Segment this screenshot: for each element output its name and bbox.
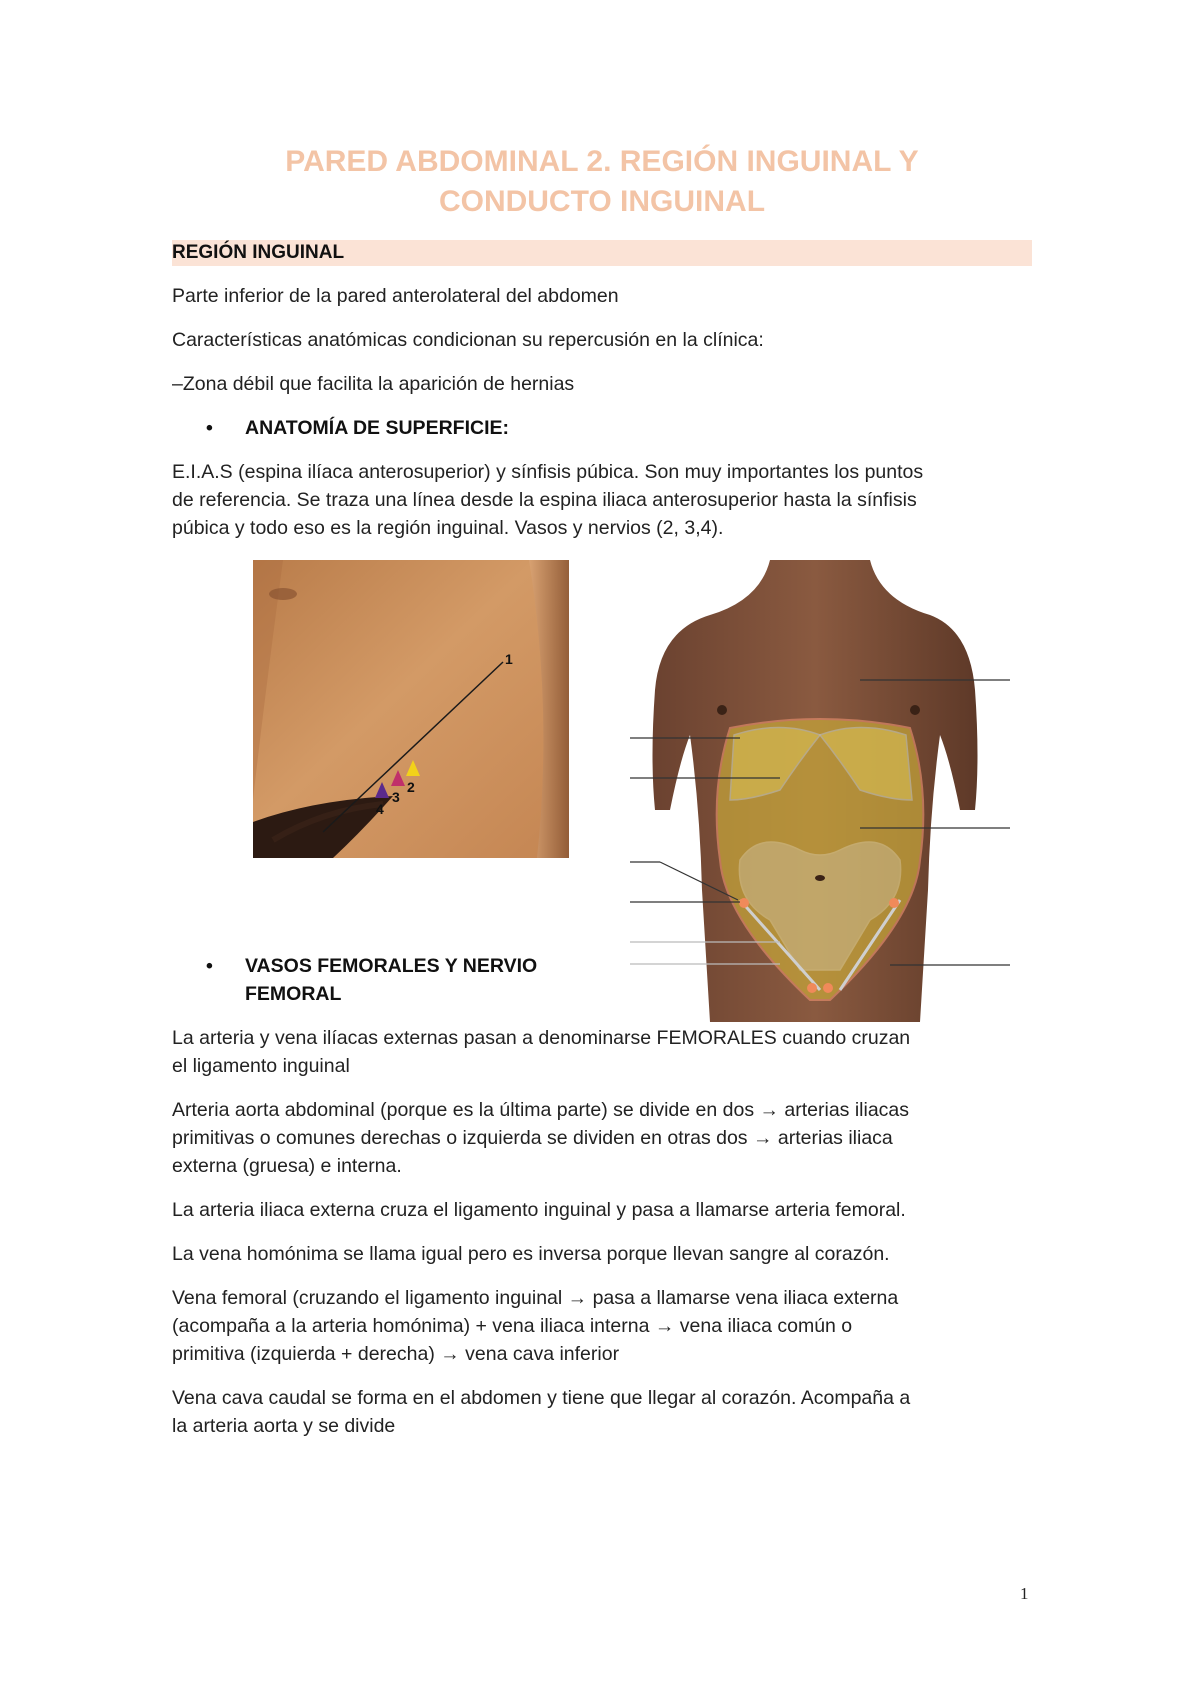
title-line-1: PARED ABDOMINAL 2. REGIÓN INGUINAL Y bbox=[285, 145, 919, 178]
paragraph-line: el ligamento inguinal bbox=[172, 1055, 350, 1077]
section-heading: REGIÓN INGUINAL bbox=[172, 240, 1032, 266]
pubic-dot-left bbox=[807, 983, 817, 993]
navel bbox=[815, 875, 825, 881]
paragraph: La arteria iliaca externa cruza el ligamento inguinal y pasa a llamarse arteria femoral. bbox=[172, 1199, 906, 1221]
label-2: 2 bbox=[407, 779, 415, 795]
paragraph: La vena homónima se llama igual pero es inversa porque llevan sangre al corazón. bbox=[172, 1243, 890, 1265]
paragraph-line: de referencia. Se traza una línea desde la espina iliaca anterosuperior hasta la sínfisis bbox=[172, 489, 917, 511]
page-title bbox=[172, 142, 1032, 222]
label-1: 1 bbox=[505, 651, 513, 667]
asis-left-dot bbox=[739, 898, 749, 908]
paragraph-line: púbica y todo eso es la región inguinal. Vasos y nervios (2, 3,4). bbox=[172, 517, 724, 539]
paragraph-line: (acompaña a la arteria homónima) + vena iliaca interna → vena iliaca común o bbox=[172, 1315, 853, 1337]
label-3: 3 bbox=[392, 789, 400, 805]
paragraph-line: primitivas o comunes derechas o izquierda se dividen en otras dos → arterias iliaca bbox=[172, 1127, 893, 1149]
inguinal-region-photo bbox=[253, 560, 569, 858]
torso-anatomy-figure bbox=[630, 560, 1020, 1022]
bullet-heading-line: VASOS FEMORALES Y NERVIO bbox=[245, 955, 538, 977]
nipple-right bbox=[910, 705, 920, 715]
bullet-heading-line: FEMORAL bbox=[245, 983, 342, 1005]
paragraph-line: la arteria aorta y se divide bbox=[172, 1415, 396, 1437]
page-number: 1 bbox=[1020, 1584, 1029, 1603]
paragraph: Parte inferior de la pared anterolateral del abdomen bbox=[172, 285, 619, 307]
paragraph-line: primitiva (izquierda + derecha) → vena cava inferior bbox=[172, 1343, 620, 1365]
asis-right-dot bbox=[889, 898, 899, 908]
navel bbox=[269, 588, 297, 600]
bullet-dot: • bbox=[206, 955, 213, 977]
nipple-left bbox=[717, 705, 727, 715]
paragraph-line: La arteria y vena ilíacas externas pasan a denominarse FEMORALES cuando cruzan bbox=[172, 1027, 911, 1049]
paragraph: Características anatómicas condicionan su repercusión en la clínica: bbox=[172, 329, 764, 351]
label-4: 4 bbox=[376, 801, 384, 817]
paragraph-line: Vena femoral (cruzando el ligamento inguinal → pasa a llamarse vena iliaca externa bbox=[172, 1287, 899, 1309]
paragraph-line: Arteria aorta abdominal (porque es la última parte) se divide en dos → arterias iliacas bbox=[172, 1099, 910, 1121]
title-line-2: CONDUCTO INGUINAL bbox=[438, 185, 766, 218]
pubic-dot-right bbox=[823, 983, 833, 993]
paragraph-line: externa (gruesa) e interna. bbox=[172, 1155, 402, 1177]
paragraph-line: Vena cava caudal se forma en el abdomen y tiene que llegar al corazón. Acompaña a bbox=[172, 1387, 911, 1409]
paragraph: –Zona débil que facilita la aparición de hernias bbox=[172, 373, 575, 395]
bullet-heading: ANATOMÍA DE SUPERFICIE: bbox=[245, 417, 509, 439]
paragraph-line: E.I.A.S (espina ilíaca anterosuperior) y sínfisis púbica. Son muy importantes los puntos bbox=[172, 461, 924, 483]
bullet-dot: • bbox=[206, 417, 213, 439]
